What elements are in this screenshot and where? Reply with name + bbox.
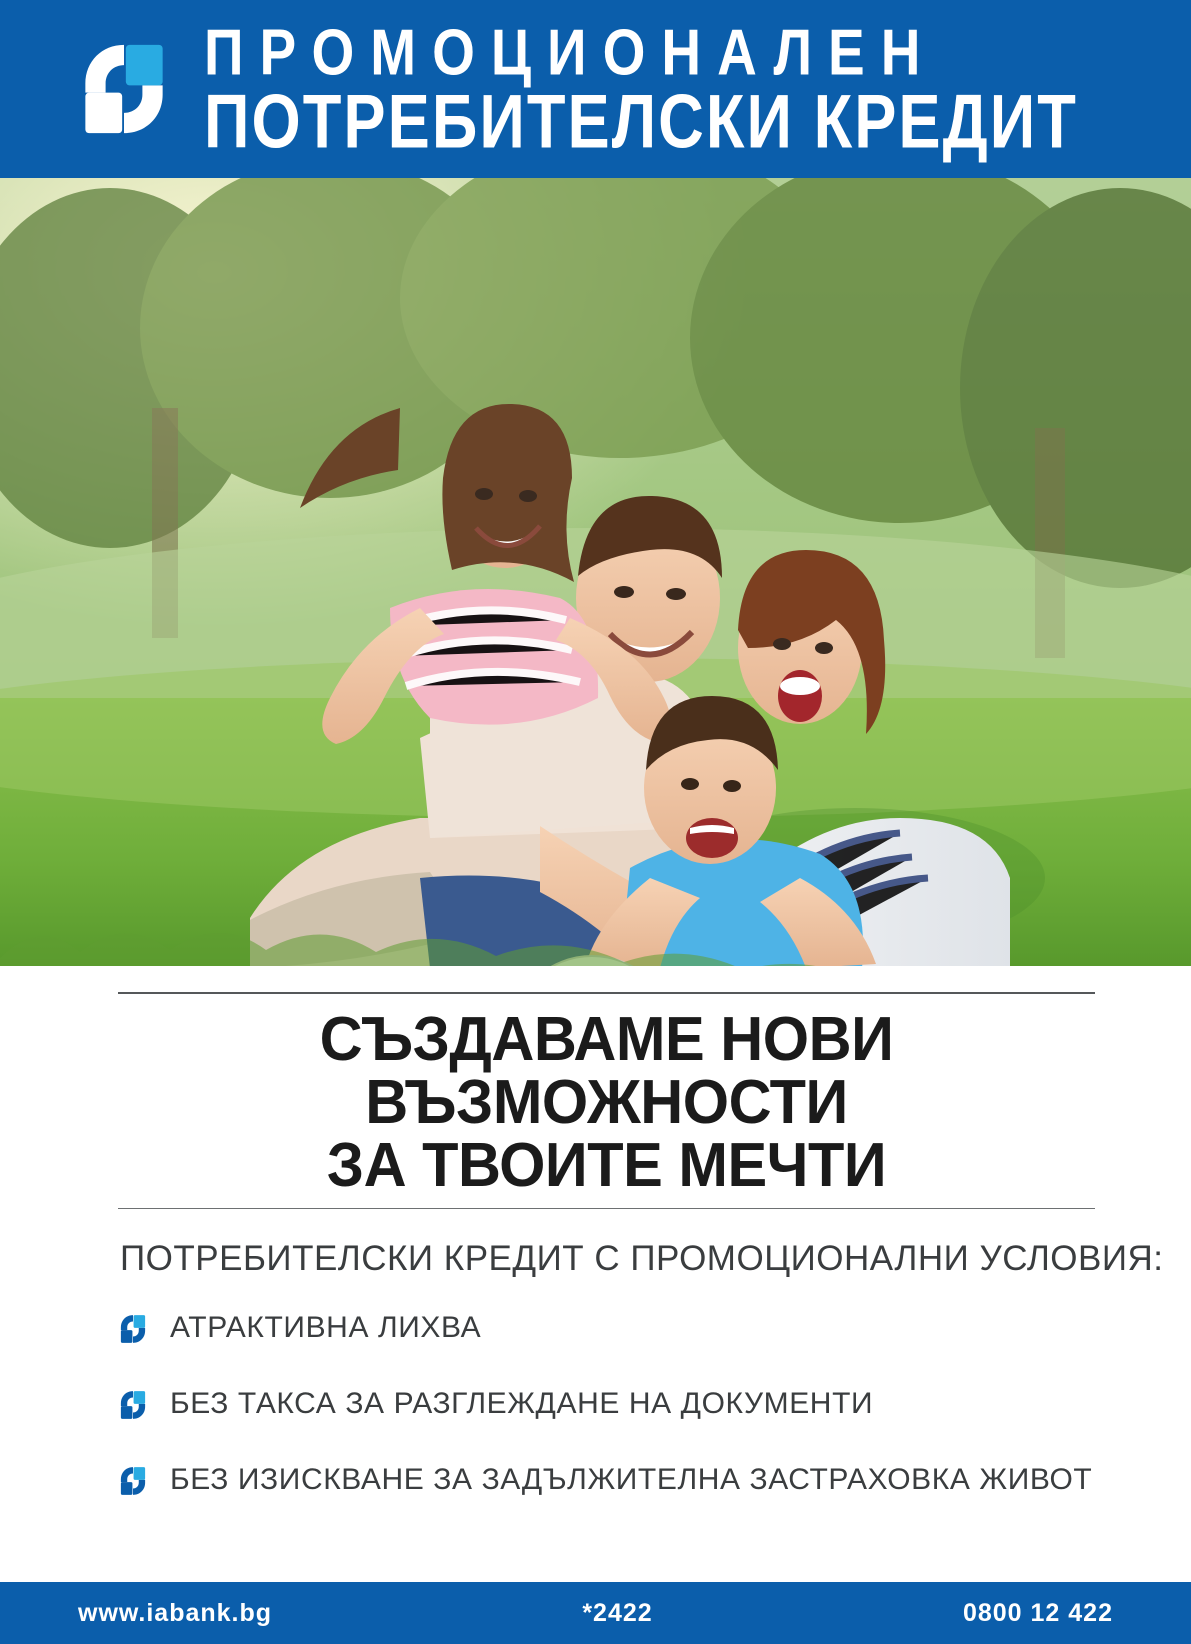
benefits-list <box>118 1311 1095 1497</box>
list-item <box>118 1311 1095 1345</box>
footer-website[interactable]: www.iabank.bg <box>78 1598 273 1627</box>
list-item-label: БЕЗ ТАКСА ЗА РАЗГЛЕЖДАНЕ НА ДОКУМЕНТИ <box>170 1387 874 1421</box>
list-item <box>118 1387 1095 1421</box>
subheadline: ПОТРЕБИТЕЛСКИ КРЕДИТ С ПРОМОЦИОНАЛНИ УСЛОВИЯ: <box>120 1239 1164 1279</box>
iabank-bullet-icon <box>118 1466 148 1496</box>
hero-photo <box>0 178 1191 966</box>
page-title <box>138 994 1076 1208</box>
headline-line-1: СЪЗДАВАМЕ НОВИ ВЪЗМОЖНОСТИ <box>319 1005 894 1138</box>
poster-title-line-1: ПРОМОЦИОНАЛЕН <box>204 14 937 88</box>
list-item-label: БЕЗ ИЗИСКВАНЕ ЗА ЗАДЪЛЖИТЕЛНА ЗАСТРАХОВКА ЖИВОТ <box>170 1463 1093 1497</box>
iabank-bullet-icon <box>118 1314 148 1344</box>
iabank-bullet-icon <box>118 1390 148 1420</box>
headline-line-2: ЗА ТВОИТЕ МЕЧТИ <box>326 1131 887 1201</box>
poster-title-line-2: ПОТРЕБИТЕЛСКИ КРЕДИТ <box>204 79 1078 164</box>
list-item <box>118 1463 1095 1497</box>
poster-body <box>0 966 1191 1582</box>
footer-short-number[interactable]: *2422 <box>582 1598 653 1627</box>
poster-footer <box>0 1582 1191 1644</box>
footer-phone[interactable]: 0800 12 422 <box>962 1598 1113 1627</box>
header-title-block <box>204 14 1078 164</box>
list-item-label: АТРАКТИВНА ЛИХВА <box>170 1311 482 1345</box>
poster-header <box>0 0 1191 178</box>
iabank-logo-icon <box>78 41 170 137</box>
